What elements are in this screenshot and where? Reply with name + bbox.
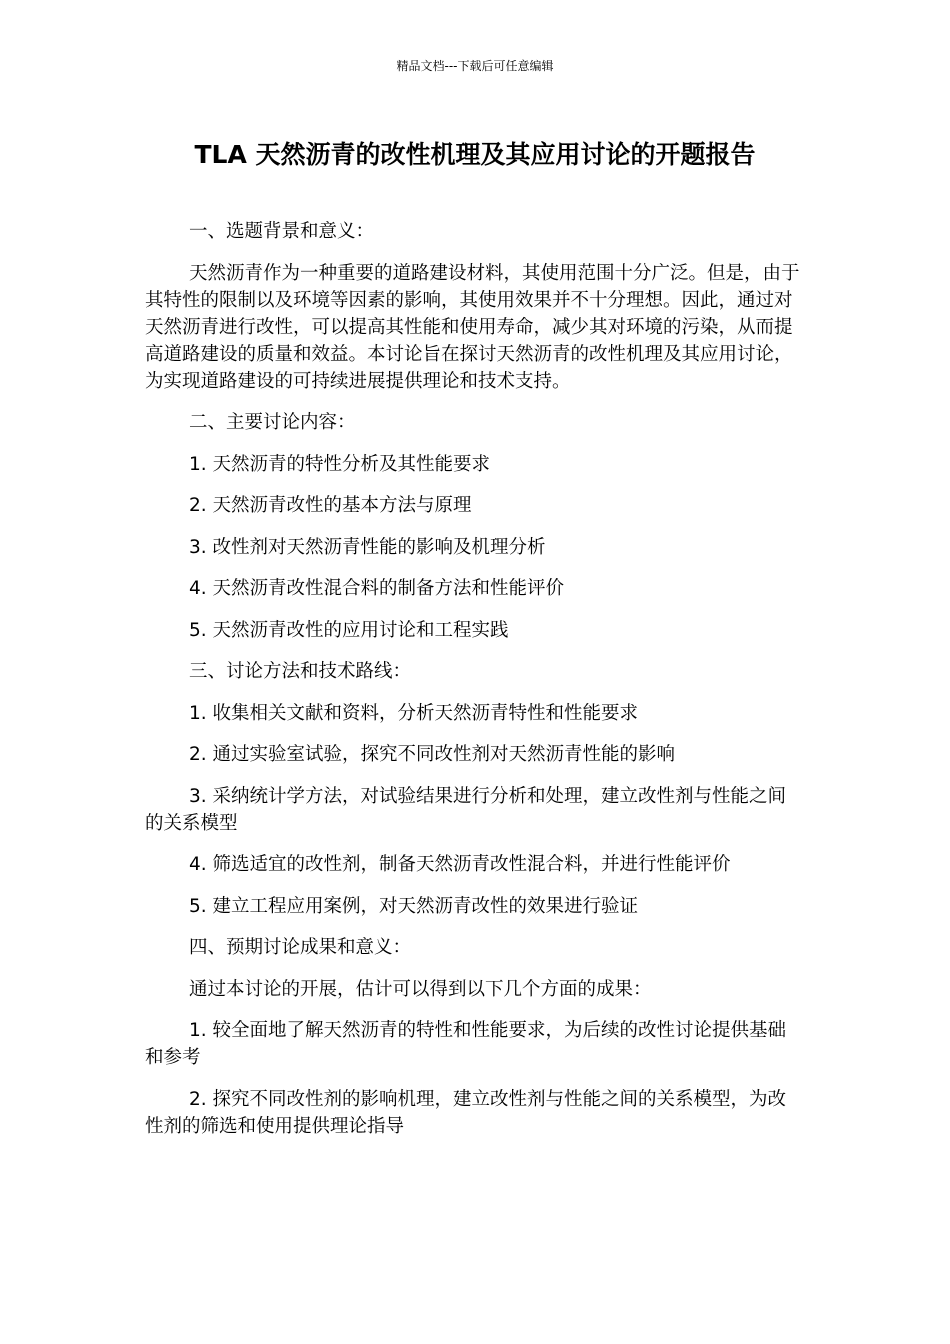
document-body: [145, 218, 800, 1154]
page-header-watermark: 精品文档---下载后可任意编辑: [396, 59, 554, 73]
list-item: 4. 天然沥青改性混合料的制备方法和性能评价: [189, 578, 565, 599]
paragraph-expected-intro: 通过本讨论的开展，估计可以得到以下几个方面的成果：: [189, 978, 652, 1000]
document-title: TLA 天然沥青的改性机理及其应用讨论的开题报告: [194, 140, 756, 169]
list-item: 1. 收集相关文献和资料，分析天然沥青特性和性能要求: [189, 702, 639, 724]
list-item: 1. 天然沥青的特性分析及其性能要求: [189, 453, 491, 475]
list-item: 1. 较全面地了解天然沥青的特性和性能要求，为后续的改性讨论提供基础和参考: [145, 1020, 787, 1068]
list-item: 2. 通过实验室试验，探究不同改性剂对天然沥青性能的影响: [189, 744, 676, 765]
list-item: 4. 筛选适宜的改性剂，制备天然沥青改性混合料，并进行性能评价: [189, 854, 731, 875]
list-item: 2. 天然沥青改性的基本方法与原理: [189, 495, 472, 516]
section-heading-background: 一、选题背景和意义：: [189, 221, 375, 242]
section-heading-methods: 三、讨论方法和技术路线：: [189, 661, 412, 682]
section-heading-main-content: 二、主要讨论内容：: [189, 412, 356, 433]
paragraph-background: 天然沥青作为一种重要的道路建设材料，其使用范围十分广泛。但是，由于其特性的限制以及环境等因素的影响，其使用效果并不十分理想。因此，通过对天然沥青进行改性，可以提高其性能和使用寿命，减少其对环境的污染，从而提高道路建设的质量和效益。本讨论旨在探讨天然沥青的改性机理及其应用讨论，为实现道路建设的可持续进展提供理论和技术支持。: [145, 262, 800, 392]
section-heading-expected-results: 四、预期讨论成果和意义：: [189, 937, 412, 958]
list-item: 2. 探究不同改性剂的影响机理，建立改性剂与性能之间的关系模型，为改性剂的筛选和使用提供理论指导: [145, 1088, 787, 1137]
list-item: 5. 建立工程应用案例，对天然沥青改性的效果进行验证: [189, 895, 639, 917]
list-item: 3. 改性剂对天然沥青性能的影响及机理分析: [189, 536, 546, 558]
list-item: 5. 天然沥青改性的应用讨论和工程实践: [189, 619, 509, 641]
list-item: 3. 采纳统计学方法，对试验结果进行分析和处理，建立改性剂与性能之间的关系模型: [145, 785, 787, 834]
